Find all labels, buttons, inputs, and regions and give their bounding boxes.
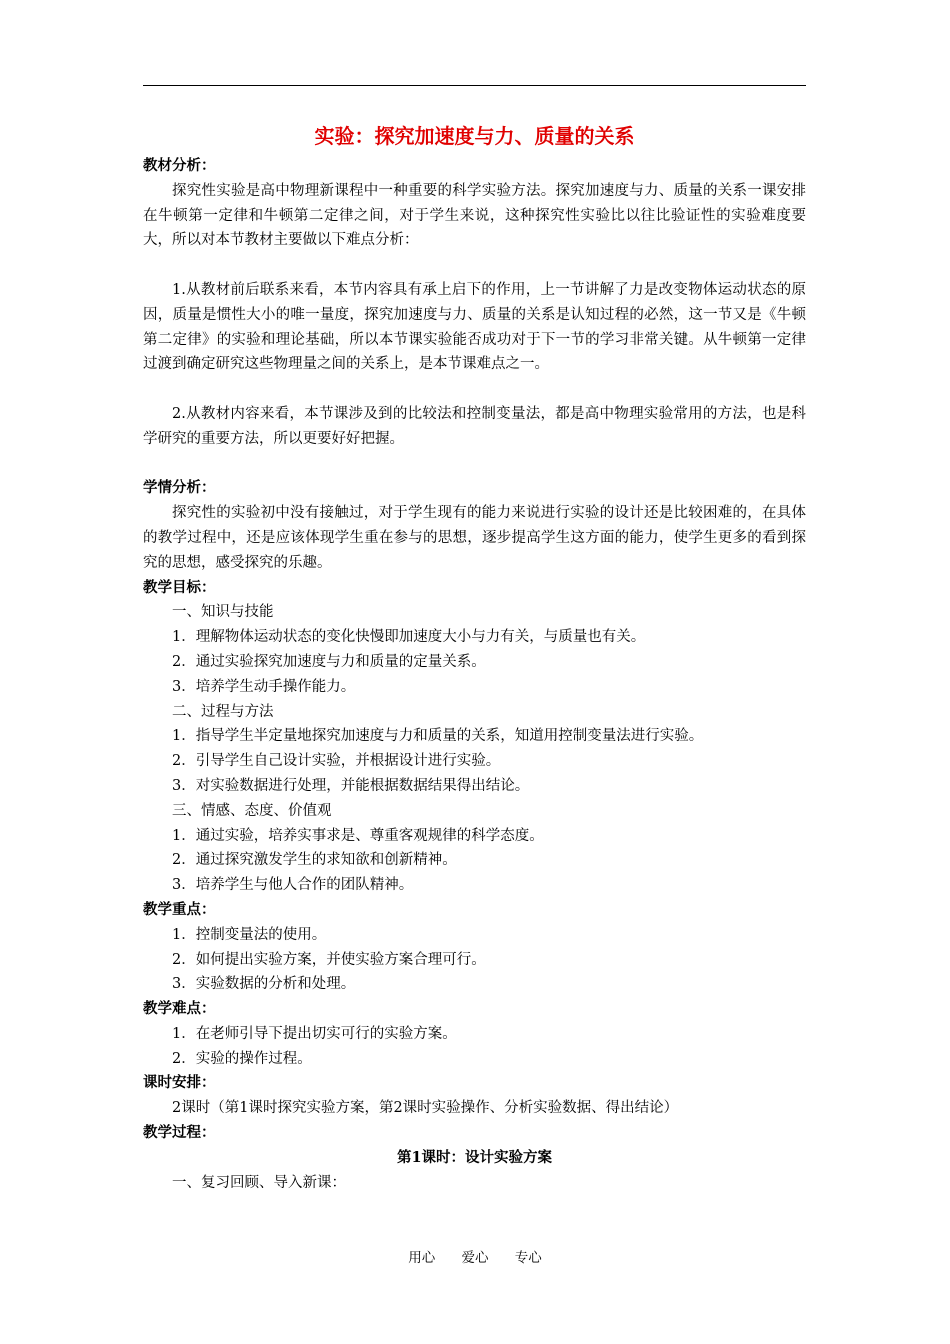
paragraph: 探究性实验是高中物理新课程中一种重要的科学实验方法。探究加速度与力、质量的关系一课安排在牛顿第一定律和牛顿第二定律之间，对于学生来说，这种探究性实验比以往比验证性的实验难度要大，所以对本节教材主要做以下难点分析： xyxy=(143,182,806,249)
list-item: 2．引导学生自己设计实验，并根据设计进行实验。 xyxy=(172,753,501,770)
paragraph: 1.从教材前后联系来看，本节内容具有承上启下的作用，上一节讲解了力是改变物体运动状态的原因，质量是惯性大小的唯一量度，探究加速度与力、质量的关系是认知过程的必然，这一节又是《牛顿第二定律》的实验和理论基础，所以本节课实验能否成功对于下一节的学习非常关键。从牛顿第一定律过渡到确定研究这些物理量之间的关系上，是本节课难点之一。 xyxy=(143,281,806,373)
heading-material-analysis: 教材分析： xyxy=(143,157,216,174)
document-title: 实验：探究加速度与力、质量的关系 xyxy=(314,124,635,148)
paragraph: 2.从教材内容来看，本节课涉及到的比较法和控制变量法，都是高中物理实验常用的方法，也是科学研究的重要方法，所以更要好好把握。 xyxy=(143,405,806,447)
list-item: 3．培养学生动手操作能力。 xyxy=(172,678,356,695)
blank-line xyxy=(143,452,806,477)
list-item: 3．培养学生与他人合作的团队精神。 xyxy=(172,877,414,894)
list-item: 1．理解物体运动状态的变化快慢即加速度大小与力有关，与质量也有关。 xyxy=(172,629,646,646)
list-item: 2．通过实验探究加速度与力和质量的定量关系。 xyxy=(172,653,486,670)
list-item: 3．实验数据的分析和处理。 xyxy=(172,976,356,993)
list-item: 二、过程与方法 xyxy=(172,703,274,720)
heading-difficulties: 教学难点： xyxy=(143,1000,216,1018)
list-item: 1．指导学生半定量地探究加速度与力和质量的关系，知道用控制变量法进行实验。 xyxy=(172,728,704,745)
list-item: 一、复习回顾、导入新课： xyxy=(172,1174,346,1191)
paragraph: 探究性的实验初中没有接触过，对于学生现有的能力来说进行实验的设计还是比较困难的，在具体的教学过程中，还是应该体现学生重在参与的思想，逐步提高学生这方面的能力，使学生更多的看到探究的思想，感受探究的乐趣。 xyxy=(143,505,806,571)
list-item: 一、知识与技能 xyxy=(172,604,274,621)
list-item: 1．通过实验，培养实事求是、尊重客观规律的科学态度。 xyxy=(172,827,544,844)
list-item: 1．在老师引导下提出切实可行的实验方案。 xyxy=(172,1025,457,1042)
heading-key-points: 教学重点： xyxy=(143,900,216,918)
footer-text: 专心 xyxy=(514,1250,542,1266)
list-item: 三、情感、态度、价值观 xyxy=(172,802,332,819)
heading-teaching-goals: 教学目标： xyxy=(143,578,216,596)
footer-text: 爱心 xyxy=(461,1250,489,1266)
list-item: 2．实验的操作过程。 xyxy=(172,1050,312,1067)
heading-student-analysis: 学情分析： xyxy=(143,479,216,497)
list-item: 3．对实验数据进行处理，并能根据数据结果得出结论。 xyxy=(172,777,530,794)
list-item: 2．如何提出实验方案，并使实验方案合理可行。 xyxy=(172,951,486,968)
schedule-line: 2课时（第1课时探究实验方案，第2课时实验操作、分析实验数据、得出结论） xyxy=(172,1100,679,1117)
header-rule xyxy=(143,85,806,86)
document-body xyxy=(143,118,806,1195)
page-footer xyxy=(0,1248,950,1268)
heading-teaching-process: 教学过程： xyxy=(143,1124,216,1142)
blank-line xyxy=(143,253,806,278)
blank-line xyxy=(143,377,806,402)
lesson-subtitle: 第1课时：设计实验方案 xyxy=(396,1148,553,1166)
footer-text: 用心 xyxy=(408,1250,436,1266)
list-item: 2．通过探究激发学生的求知欲和创新精神。 xyxy=(172,852,457,869)
list-item: 1．控制变量法的使用。 xyxy=(172,926,327,943)
heading-schedule: 课时安排： xyxy=(143,1074,216,1092)
